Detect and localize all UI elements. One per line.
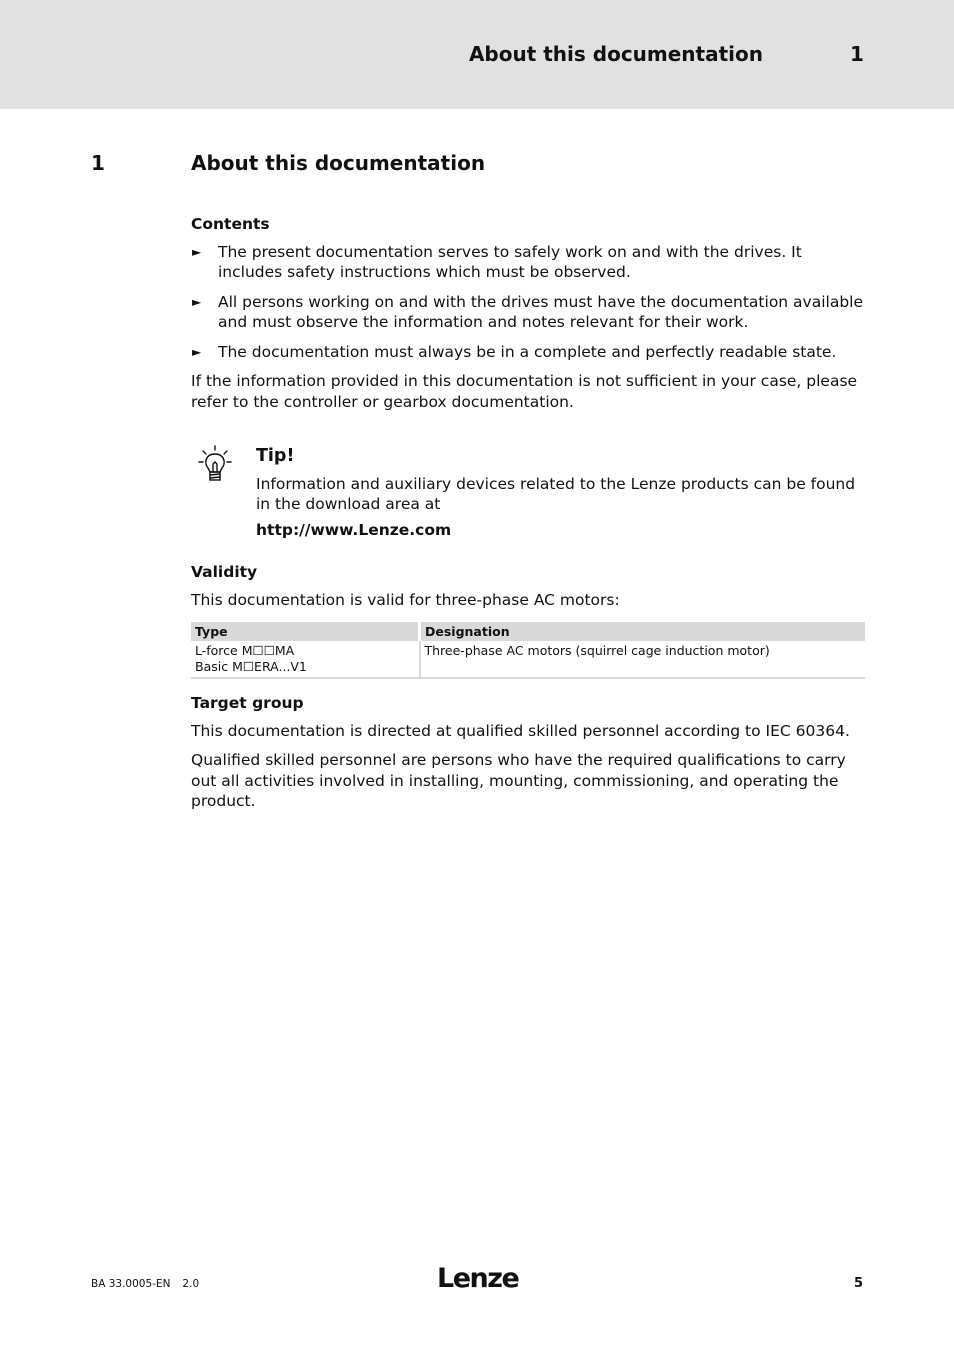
table-row (191, 641, 865, 678)
target-group-para-2: Qualified skilled personnel are persons who have the required qualifications to carry out all activities involved in installing, mounting, commissioning, and operating the product. (191, 751, 846, 810)
type-line: L-force M☐☐MA (195, 643, 295, 658)
validity-heading: Validity (191, 563, 258, 581)
lenze-logo: Lenze (437, 1263, 519, 1294)
list-item (191, 292, 865, 333)
header-title: About this documentation (468, 42, 763, 66)
list-item (191, 342, 865, 363)
header-chapter-number: 1 (850, 42, 864, 66)
type-cell (191, 641, 420, 678)
table-header-row (191, 622, 865, 641)
contents-heading: Contents (191, 215, 270, 233)
designation-cell: Three-phase AC motors (squirrel cage induction motor) (420, 641, 866, 678)
bullet-arrow-icon: ► (192, 244, 202, 259)
target-group-heading: Target group (191, 694, 304, 712)
contents-note: If the information provided in this documentation is not sufficient in your case, please refer to the controller or gearbox documentation. (191, 372, 858, 411)
bullet-arrow-icon: ► (192, 294, 202, 309)
doc-version: 2.0 (182, 1278, 200, 1290)
footer-document-number (91, 1278, 199, 1290)
target-group-para-1: This documentation is directed at qualified skilled personnel according to IEC 60364. (191, 721, 850, 740)
contents-bullet-list (191, 242, 865, 363)
type-line: Basic M☐ERA...V1 (195, 659, 307, 674)
tip-box (191, 446, 865, 540)
bullet-text: All persons working on and with the drives must have the documentation available and must observe the information and notes relevant for their work. (218, 292, 864, 331)
doc-number: BA 33.0005-EN (91, 1278, 171, 1290)
lightbulb-icon (195, 444, 235, 484)
chapter-number: 1 (91, 151, 105, 175)
bullet-text: The present documentation serves to safely work on and with the drives. It includes safety instructions which must be observed. (218, 242, 802, 281)
bullet-arrow-icon: ► (192, 344, 202, 359)
column-header-designation: Designation (420, 622, 866, 641)
tip-title: Tip! (256, 446, 295, 466)
validity-table (191, 622, 865, 679)
page-number: 5 (854, 1276, 864, 1291)
tip-text: Information and auxiliary devices related to the Lenze products can be found in the download area at (256, 474, 856, 513)
list-item (191, 242, 865, 283)
chapter-title: About this documentation (191, 151, 486, 175)
column-header-type: Type (191, 622, 420, 641)
lenze-website-link[interactable]: http://www.Lenze.com (256, 520, 452, 539)
main-content (191, 214, 865, 821)
validity-intro: This documentation is valid for three-phase AC motors: (191, 590, 620, 609)
bullet-text: The documentation must always be in a complete and perfectly readable state. (218, 342, 837, 361)
